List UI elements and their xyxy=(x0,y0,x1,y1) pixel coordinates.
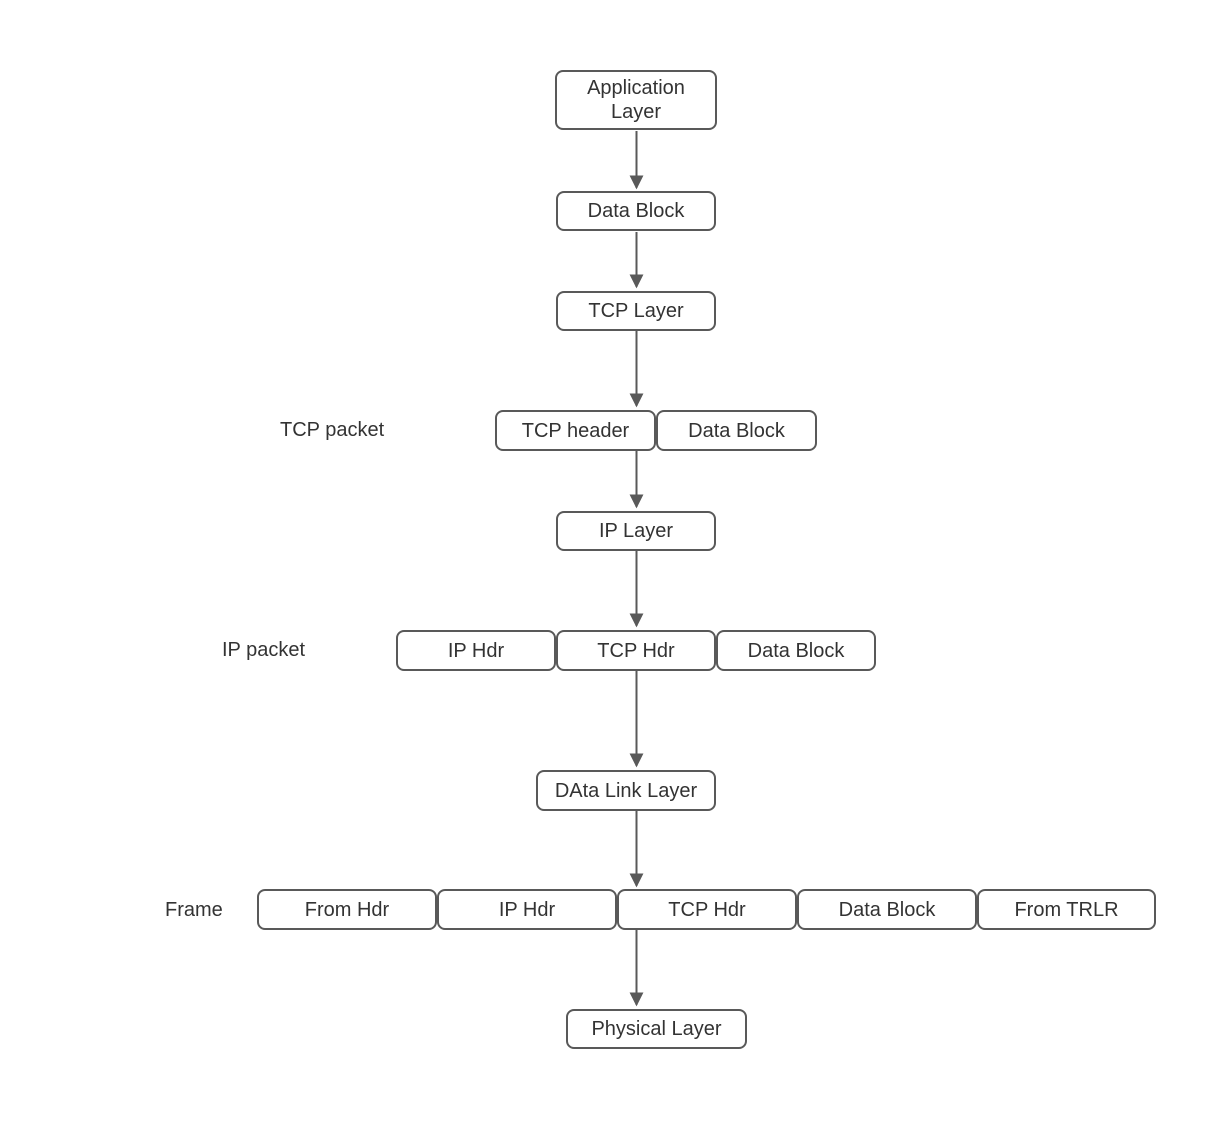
node-data-link-layer: DAta Link Layer xyxy=(536,770,716,811)
label-frame: Frame xyxy=(165,899,223,921)
node-tcp-hdr-ip-packet: TCP Hdr xyxy=(556,630,716,671)
node-application-layer: Application Layer xyxy=(555,70,717,130)
node-data-block-top: Data Block xyxy=(556,191,716,231)
node-ip-layer: IP Layer xyxy=(556,511,716,551)
node-data-block-frame: Data Block xyxy=(797,889,977,930)
node-from-trlr: From TRLR xyxy=(977,889,1156,930)
label-tcp-packet: TCP packet xyxy=(280,419,385,441)
node-data-block-ip-packet: Data Block xyxy=(716,630,876,671)
node-from-hdr: From Hdr xyxy=(257,889,437,930)
node-tcp-layer: TCP Layer xyxy=(556,291,716,331)
node-tcp-header: TCP header xyxy=(495,410,656,451)
node-physical-layer: Physical Layer xyxy=(566,1009,747,1049)
node-ip-hdr-frame: IP Hdr xyxy=(437,889,617,930)
label-ip-packet: IP packet xyxy=(222,639,306,661)
node-tcp-hdr-frame: TCP Hdr xyxy=(617,889,797,930)
node-ip-hdr-ip-packet: IP Hdr xyxy=(396,630,556,671)
node-data-block-tcp-packet: Data Block xyxy=(656,410,817,451)
